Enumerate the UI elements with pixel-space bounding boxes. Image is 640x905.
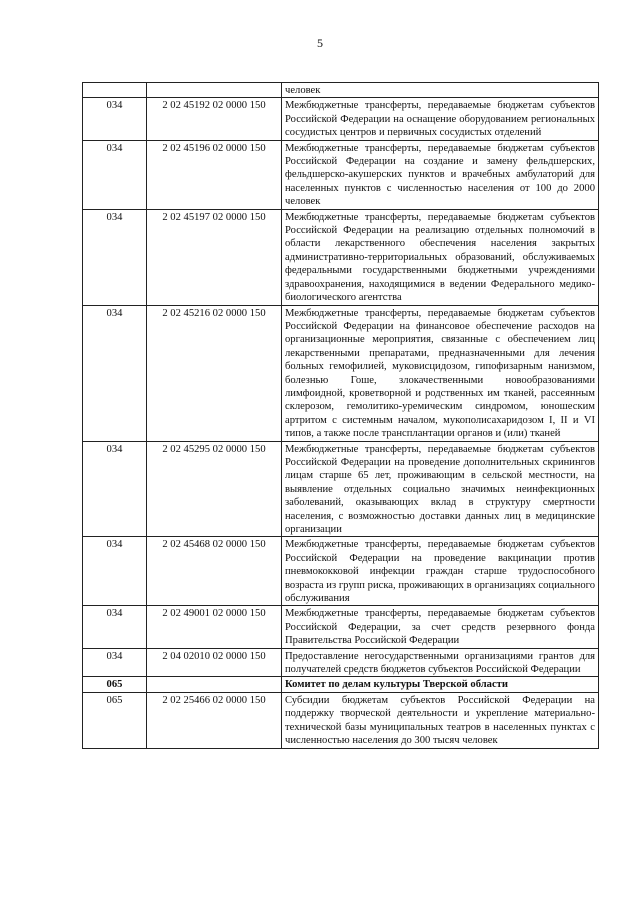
budget-code-cell: 2 02 25466 02 0000 150 [147, 692, 282, 748]
description-cell: человек [282, 83, 599, 98]
budget-code-cell: 2 02 49001 02 0000 150 [147, 606, 282, 648]
table-row [83, 98, 599, 140]
table-row [83, 648, 599, 677]
admin-code-cell: 034 [83, 648, 147, 677]
description-cell: Межбюджетные трансферты, передаваемые бюджетам субъектов Российской Федерации на проведение вакцинации против пневмококковой инфекции граждан старше трудоспособного возраста из групп риска, проживающих в организациях социального обслуживания [282, 537, 599, 606]
budget-code-cell: 2 02 45192 02 0000 150 [147, 98, 282, 140]
budget-code-cell: 2 02 45196 02 0000 150 [147, 140, 282, 209]
admin-code-cell: 065 [83, 677, 147, 692]
description-cell: Межбюджетные трансферты, передаваемые бюджетам субъектов Российской Федерации на оснащение оборудованием региональных сосудистых центров и первичных сосудистых отделений [282, 98, 599, 140]
admin-code-cell: 034 [83, 305, 147, 441]
description-cell: Межбюджетные трансферты, передаваемые бюджетам субъектов Российской Федерации на финансовое обеспечение расходов на организационные мероприятия, связанные с обеспечением лиц лекарственными препаратами, предназначенными для лечения больных гемофилией, муковисцидозом, гипофизарным нанизмом, болезнью Гоше, злокачественными новообразованиями лимфоидной, кроветворной и родственных им тканей, рассеянным склерозом, гемолитико-уремическим синдромом, юношеским артритом с системным началом, мукополисахаридозом I, II и VI типов, а также после трансплантации органов и (или) тканей [282, 305, 599, 441]
description-cell: Межбюджетные трансферты, передаваемые бюджетам субъектов Российской Федерации на реализацию отдельных полномочий в области лекарственного обеспечения населения закрытых административно-территориальных образований, обслуживаемых федеральными государственными бюджетными учреждениями здравоохранения, находящимися в ведении Федерального медико-биологического агентства [282, 209, 599, 305]
table-row [83, 83, 599, 98]
admin-code-cell: 034 [83, 441, 147, 537]
table-body [83, 83, 599, 749]
admin-code-cell: 065 [83, 692, 147, 748]
table-row [83, 140, 599, 209]
table-row [83, 537, 599, 606]
table-row [83, 692, 599, 748]
budget-code-cell: 2 02 45197 02 0000 150 [147, 209, 282, 305]
page-number: 5 [317, 36, 323, 50]
description-cell: Предоставление негосударственными организациями грантов для получателей средств бюджетов субъектов Российской Федерации [282, 648, 599, 677]
table-row [83, 441, 599, 537]
budget-code-cell: 2 02 45295 02 0000 150 [147, 441, 282, 537]
table-row [83, 606, 599, 648]
description-cell: Межбюджетные трансферты, передаваемые бюджетам субъектов Российской Федерации, за счет средств резервного фонда Правительства Российской Федерации [282, 606, 599, 648]
admin-code-cell: 034 [83, 140, 147, 209]
description-cell: Субсидии бюджетам субъектов Российской Федерации на поддержку творческой деятельности и укрепление материально-технической базы муниципальных театров в населенных пунктах с численностью населения до 300 тысяч человек [282, 692, 599, 748]
description-cell: Межбюджетные трансферты, передаваемые бюджетам субъектов Российской Федерации на проведение дополнительных скринингов лицам старше 65 лет, проживающим в сельской местности, на выявление отдельных социально значимых неинфекционных заболеваний, оказывающих вклад в структуру смертности населения, с возможностью доставки данных лиц в медицинские организации [282, 441, 599, 537]
budget-revenue-table [82, 82, 599, 749]
budget-code-cell [147, 83, 282, 98]
admin-code-cell: 034 [83, 537, 147, 606]
budget-code-cell [147, 677, 282, 692]
admin-code-cell: 034 [83, 98, 147, 140]
budget-code-cell: 2 02 45216 02 0000 150 [147, 305, 282, 441]
admin-code-cell [83, 83, 147, 98]
section-header-row [83, 677, 599, 692]
budget-code-cell: 2 04 02010 02 0000 150 [147, 648, 282, 677]
budget-code-cell: 2 02 45468 02 0000 150 [147, 537, 282, 606]
admin-code-cell: 034 [83, 209, 147, 305]
admin-code-cell: 034 [83, 606, 147, 648]
table-row [83, 209, 599, 305]
table-row [83, 305, 599, 441]
description-cell: Комитет по делам культуры Тверской области [282, 677, 599, 692]
description-cell: Межбюджетные трансферты, передаваемые бюджетам субъектов Российской Федерации на создание и замену фельдшерских, фельдшерско-акушерских пунктов и врачебных амбулаторий для населенных пунктов с численностью населения от 100 до 2000 человек [282, 140, 599, 209]
